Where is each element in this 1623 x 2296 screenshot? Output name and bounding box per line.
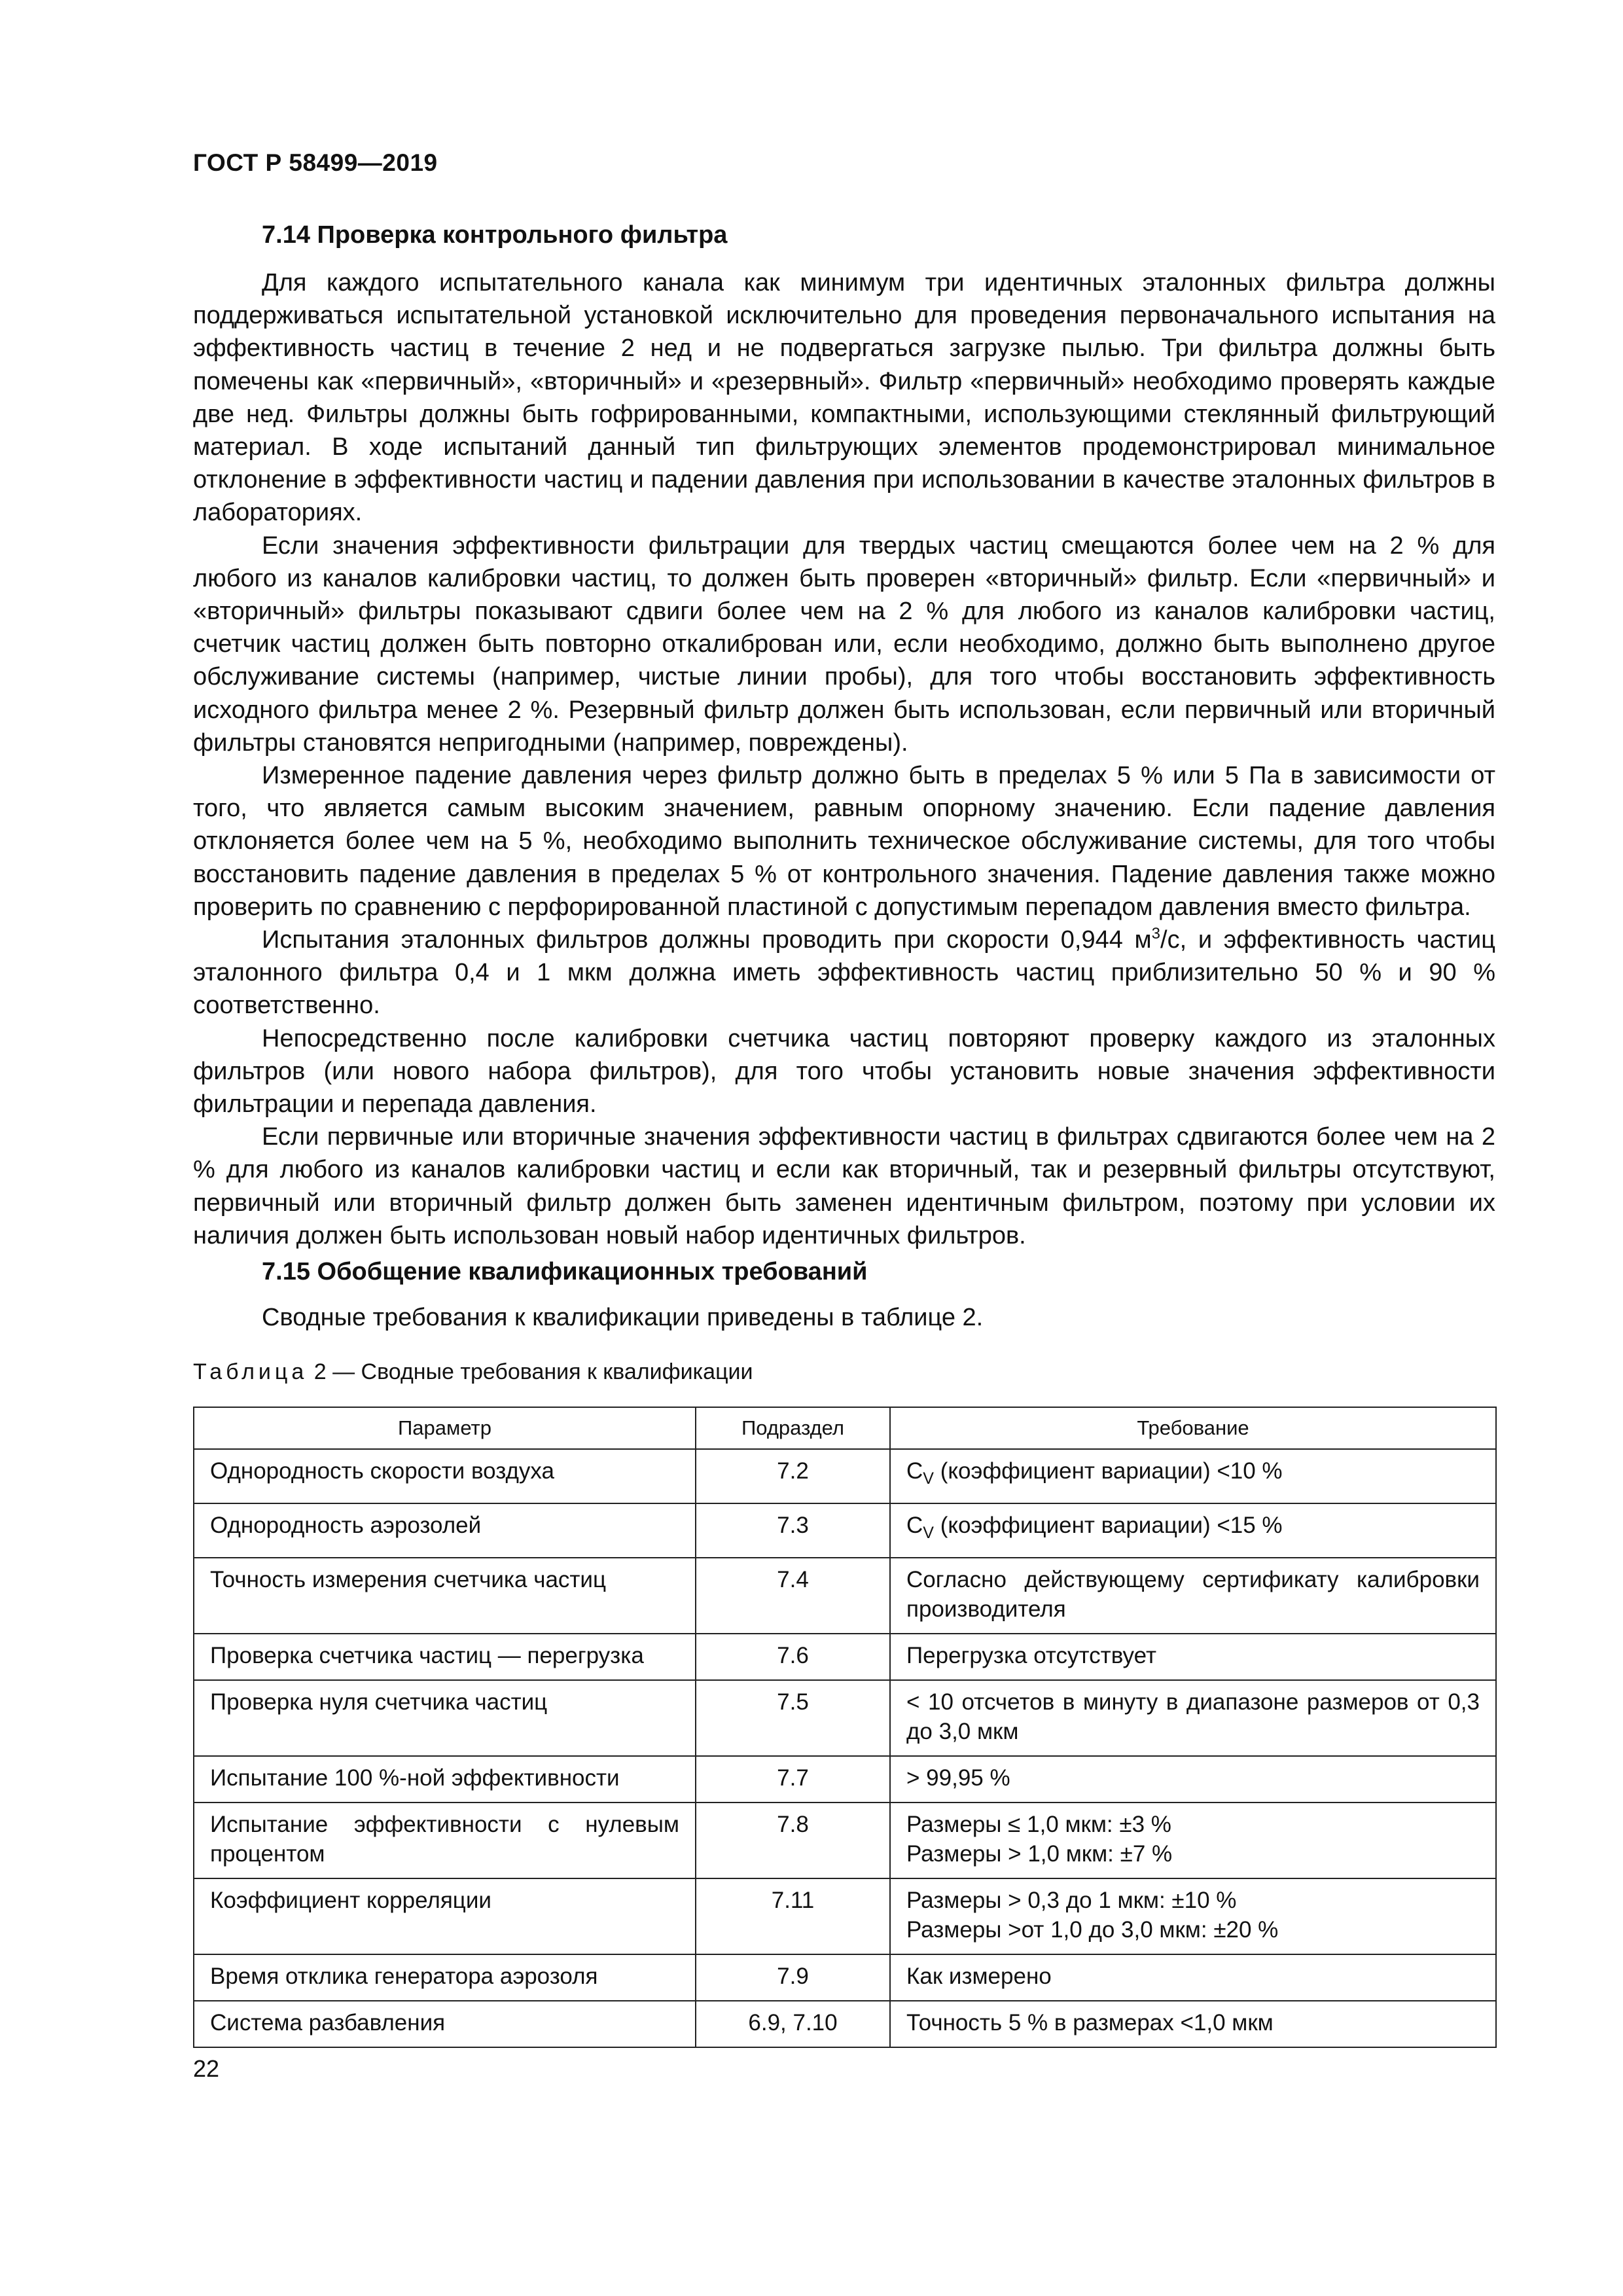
table-header-row <box>194 1407 1496 1449</box>
requirement-cell: Перегрузка отсутствует <box>890 1634 1496 1680</box>
paragraph: Непосредственно после калибровки счетчика частиц повторяют проверку каждого из эталонных фильтров (или нового набора фильтров), для того чтобы установить новые значения эффективности фильтрации и перепада давления. <box>193 1024 1495 1119</box>
requirement-cell: Размеры ≤ 1,0 мкм: ±3 % Размеры > 1,0 мкм: ±7 % <box>890 1803 1496 1878</box>
parameter-cell: Однородность скорости воздуха <box>194 1449 696 1503</box>
column-header-requirement: Требование <box>890 1407 1496 1449</box>
paragraph: Если значения эффективности фильтрации для твердых частиц смещаются более чем на 2 % для любого из каналов калибровки частиц, то должен быть проверен «вторичный» фильтр. Если «первичный» и «вторичный» фильтры показывают сдвиги более чем на 2 % для любого из каналов калибровки частиц, счетчик частиц должен быть повторно откалиброван или, если необходимо, должно быть выполнено другое обслуживание системы (например, чистые линии пробы), для того чтобы восстановить эффективность исходного фильтра менее 2 %. Резервный фильтр должен быть использован, если первичный или вторичный фильтры становятся непригодными (например, повреждены). <box>193 531 1495 757</box>
parameter-cell: Система разбавления <box>194 2001 696 2047</box>
parameter-cell: Коэффициент корреляции <box>194 1878 696 1954</box>
column-header-subsection: Подраздел <box>696 1407 890 1449</box>
requirement-cell: Как измерено <box>890 1954 1496 2001</box>
paragraph: Измеренное падение давления через фильтр должно быть в пределах 5 % или 5 Па в зависимости от того, что является самым высоким значением, равным опорному значению. Если падение давления отклоняется более чем на 5 %, необходимо выполнить техническое обслуживание системы, для того чтобы восстановить падение давления в пределах 5 % от контрольного значения. Падение давления также можно проверить по сравнению с перфорированной пластиной с допустимым перепадом давления вместо фильтра. <box>193 762 1495 921</box>
requirement-cell <box>890 1449 1496 1503</box>
subsection-cell: 6.9, 7.10 <box>696 2001 890 2047</box>
parameter-cell: Испытание эффективности с нулевым процентом <box>194 1803 696 1878</box>
section-7-14-body <box>193 266 1495 1252</box>
paragraph-text: Испытания эталонных фильтров должны проводить при скорости 0,944 м <box>262 926 1152 954</box>
section-7-15-heading: 7.15 Обобщение квалификационных требований <box>262 1258 868 1285</box>
requirements-table <box>193 1407 1497 2048</box>
parameter-cell: Однородность аэрозолей <box>194 1503 696 1558</box>
table-row <box>194 1756 1496 1803</box>
subsection-cell: 7.4 <box>696 1558 890 1634</box>
table-caption <box>193 1359 753 1385</box>
table-row <box>194 1680 1496 1756</box>
requirement-cell: < 10 отсчетов в минуту в диапазоне размеров от 0,3 до 3,0 мкм <box>890 1680 1496 1756</box>
requirement-cell: > 99,95 % <box>890 1756 1496 1803</box>
requirement-cell <box>890 1503 1496 1558</box>
paragraph <box>193 924 1495 1022</box>
requirement-cell: Согласно действующему сертификату калибровки производителя <box>890 1558 1496 1634</box>
subsection-cell: 7.7 <box>696 1756 890 1803</box>
table-caption-label: Таблица <box>193 1359 308 1384</box>
requirement-cell: Размеры > 0,3 до 1 мкм: ±10 % Размеры >от 1,0 до 3,0 мкм: ±20 % <box>890 1878 1496 1954</box>
section-7-15-intro: Сводные требования к квалификации приведены в таблице 2. <box>262 1304 984 1331</box>
parameter-cell: Время отклика генератора аэрозоля <box>194 1954 696 2001</box>
table-row <box>194 1954 1496 2001</box>
document-code: ГОСТ Р 58499—2019 <box>193 149 438 176</box>
subsection-cell: 7.2 <box>696 1449 890 1503</box>
requirement-subscript: V <box>923 1469 934 1488</box>
requirement-symbol: C <box>906 1513 923 1538</box>
parameter-cell: Испытание 100 %-ной эффективности <box>194 1756 696 1803</box>
requirement-text: (коэффициент вариации) <15 % <box>933 1513 1283 1538</box>
subsection-cell: 7.8 <box>696 1803 890 1878</box>
page-number: 22 <box>193 2055 220 2082</box>
paragraph: Для каждого испытательного канала как минимум три идентичных эталонных фильтра должны поддерживаться испытательной установкой исключительно для проведения первоначального испытания на эффективность частиц в течение 2 нед и не подвергаться загрузке пылью. Три фильтра должны быть помечены как «первичный», «вторичный» и «резервный». Фильтр «первичный» необходимо проверять каждые две нед. Фильтры должны быть гофрированными, компактными, использующими стеклянный фильтрующий материал. В ходе испытаний данный тип фильтрующих элементов продемонстрировал минимальное отклонение в эффективности частиц и падении давления при использовании в качестве эталонных фильтров в лабораториях. <box>193 269 1495 527</box>
table-caption-title: 2 — Сводные требования к квалификации <box>308 1359 753 1384</box>
subsection-cell: 7.11 <box>696 1878 890 1954</box>
table-row <box>194 1634 1496 1680</box>
section-7-14-heading: 7.14 Проверка контрольного фильтра <box>262 221 728 249</box>
requirement-cell: Точность 5 % в размерах <1,0 мкм <box>890 2001 1496 2047</box>
requirement-symbol: C <box>906 1458 923 1484</box>
subsection-cell: 7.9 <box>696 1954 890 2001</box>
paragraph: Если первичные или вторичные значения эффективности частиц в фильтрах сдвигаются более чем на 2 % для любого из каналов калибровки частиц и если как вторичный, так и резервный фильтры отсутствуют, первичный или вторичный фильтр должен быть заменен идентичным фильтром, поэтому при условии их наличия должен быть использован новый набор идентичных фильтров. <box>193 1123 1495 1249</box>
superscript: 3 <box>1151 925 1161 943</box>
parameter-cell: Проверка нуля счетчика частиц <box>194 1680 696 1756</box>
table-row <box>194 1449 1496 1503</box>
table-row <box>194 1878 1496 1954</box>
parameter-cell: Точность измерения счетчика частиц <box>194 1558 696 1634</box>
table-row <box>194 1503 1496 1558</box>
table-row <box>194 2001 1496 2047</box>
requirement-text: (коэффициент вариации) <10 % <box>933 1458 1283 1484</box>
parameter-cell: Проверка счетчика частиц — перегрузка <box>194 1634 696 1680</box>
paragraph-text: /с, и эффективность частиц эталонного фильтра 0,4 и 1 мкм должна иметь эффективность частиц приблизительно 50 % и 90 % соответственно. <box>193 926 1495 1020</box>
table-row <box>194 1803 1496 1878</box>
requirement-subscript: V <box>923 1524 934 1542</box>
subsection-cell: 7.3 <box>696 1503 890 1558</box>
column-header-parameter: Параметр <box>194 1407 696 1449</box>
subsection-cell: 7.6 <box>696 1634 890 1680</box>
table-row <box>194 1558 1496 1634</box>
subsection-cell: 7.5 <box>696 1680 890 1756</box>
